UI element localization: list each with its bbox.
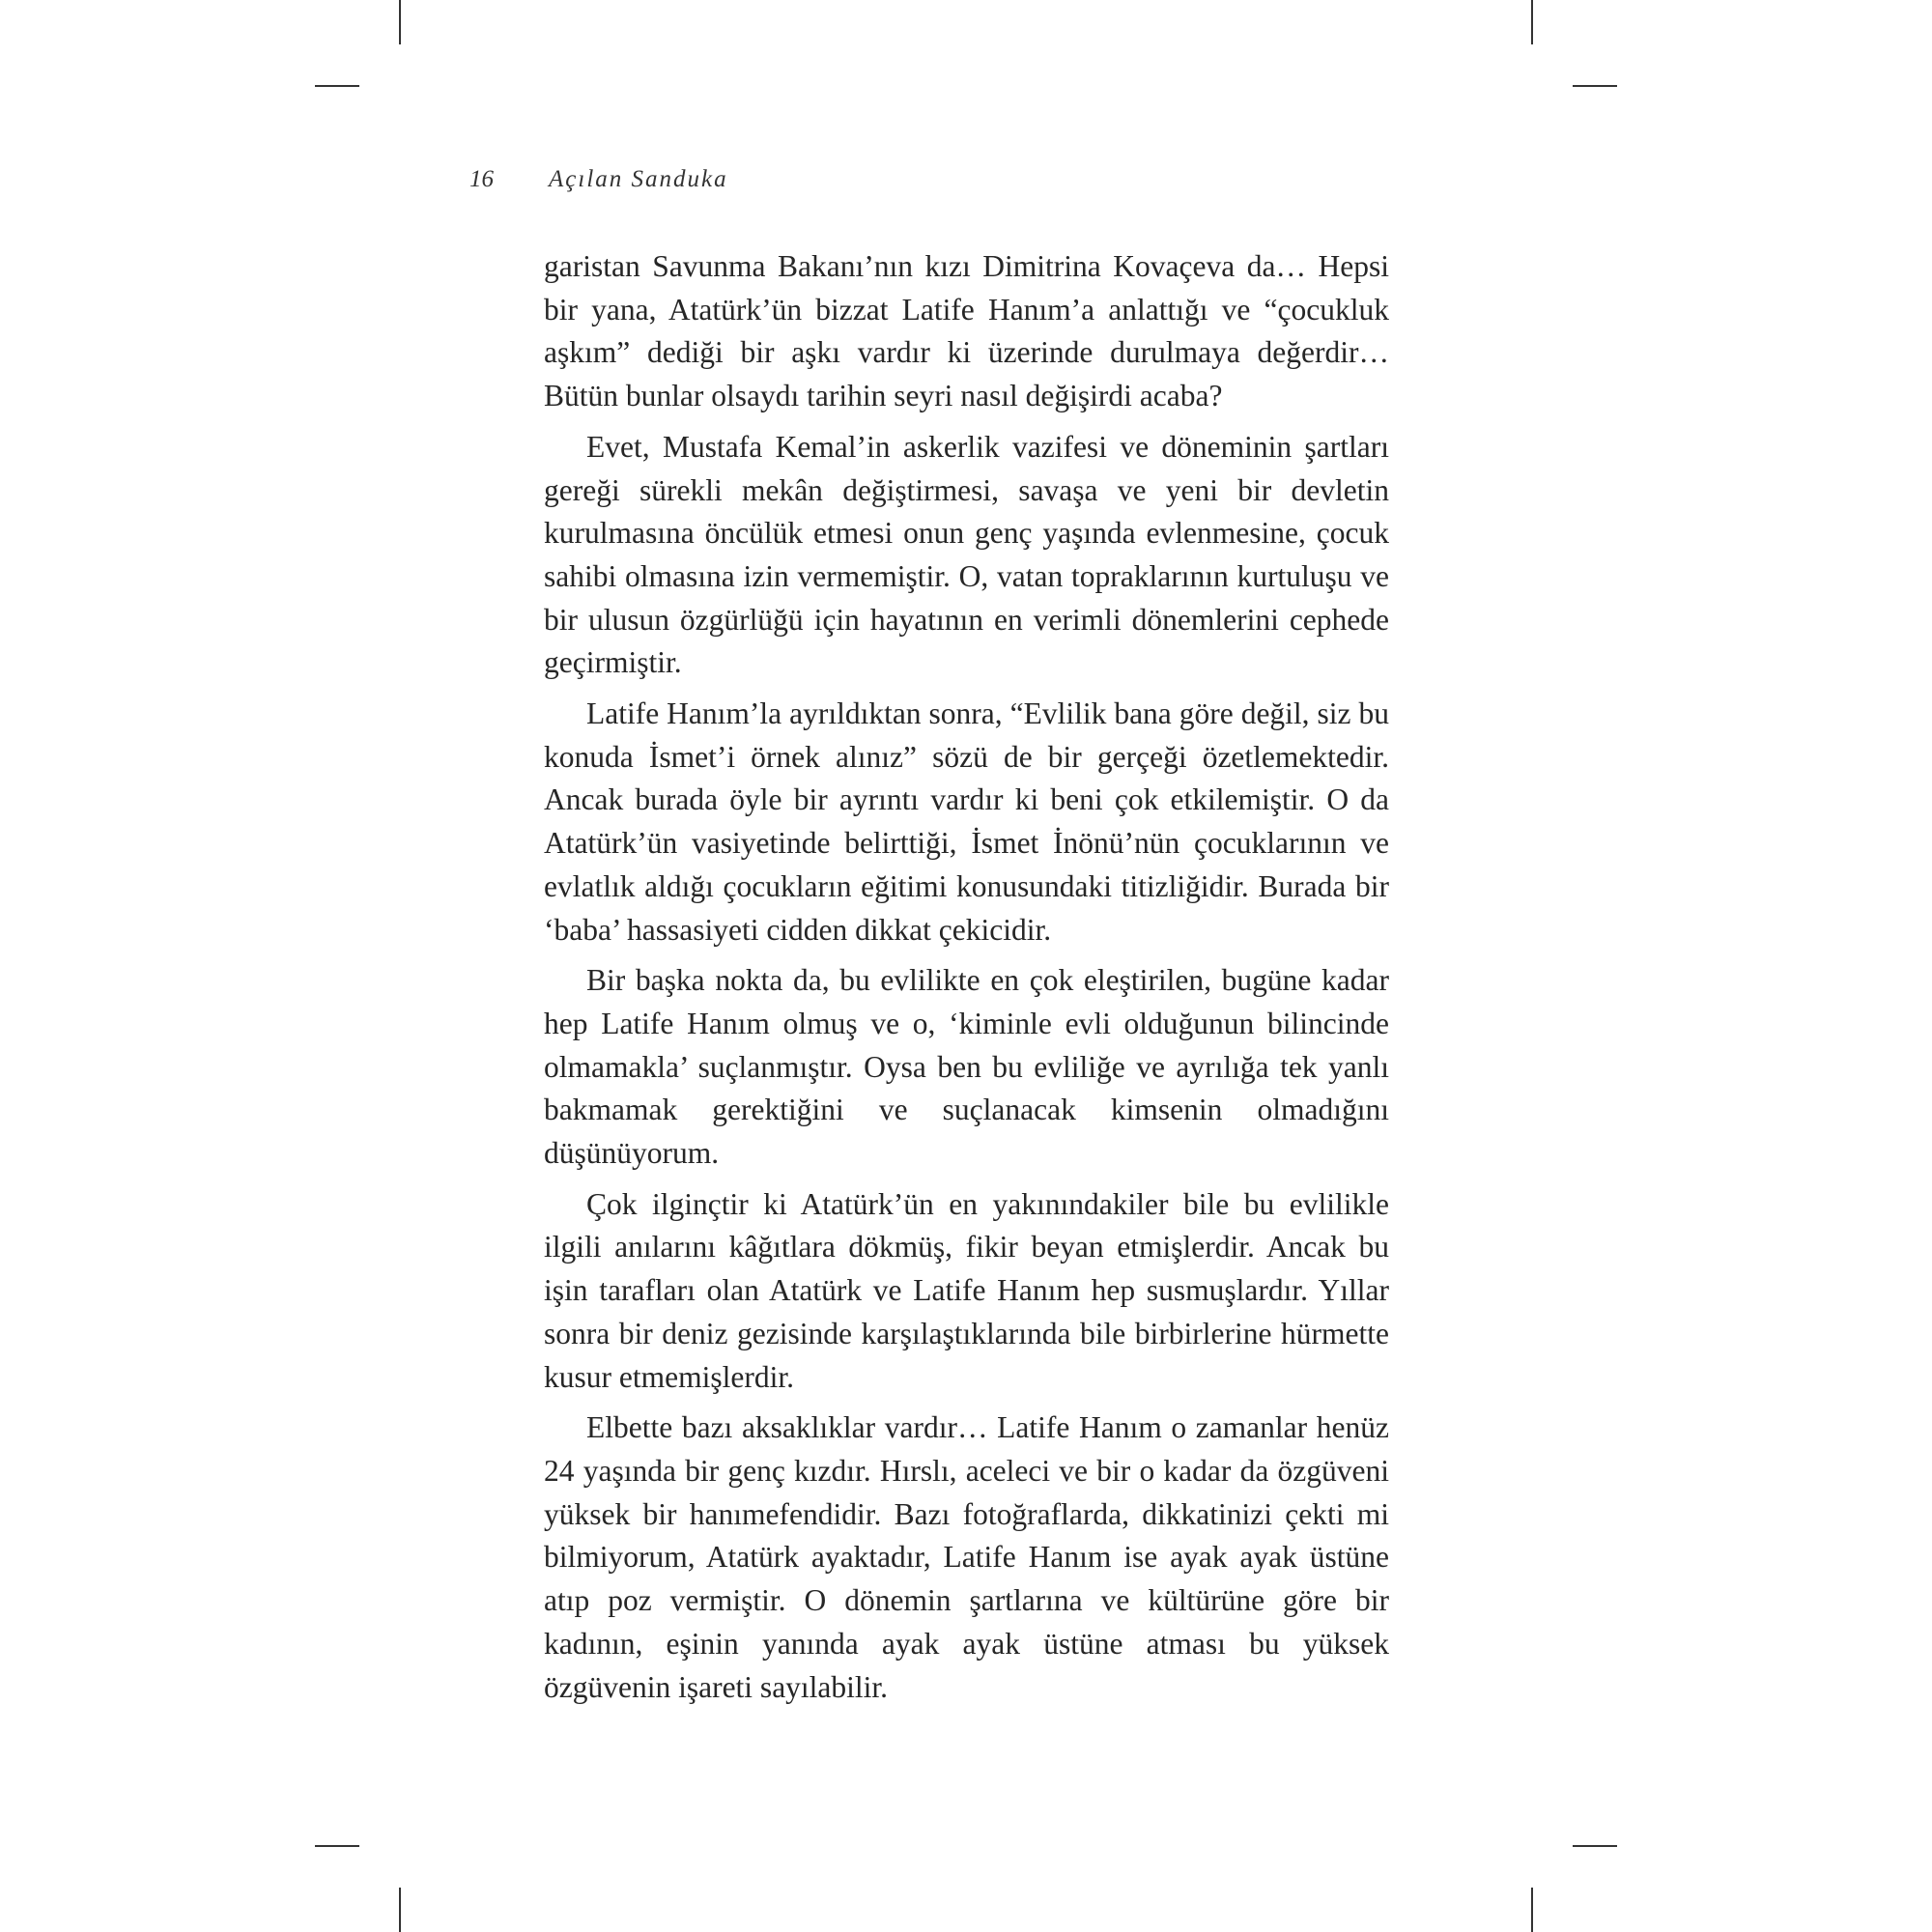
crop-mark-right-top [1573, 85, 1617, 87]
body-text [544, 245, 1389, 1717]
crop-mark-top-right [1531, 0, 1533, 44]
paragraph-5: Çok ilginçtir ki Atatürk’ün en yakınındakiler bile bu evlilikle ilgili anılarını kâğıtlara dökmüş, fikir beyan etmişlerdir. Ancak bu işin tarafları olan Atatürk ve Latife Hanım hep susmuşlardır. Yıllar sonra bir deniz gezisinde karşılaştıklarında bile birbirlerine hürmette kusur etmemişlerdir. [544, 1186, 1389, 1394]
crop-mark-top-left [399, 0, 401, 44]
running-head [469, 166, 728, 193]
page-number: 16 [469, 166, 494, 192]
crop-mark-left-top [315, 85, 359, 87]
paragraph-4: Bir başka nokta da, bu evlilikte en çok eleştirilen, bugüne kadar hep Latife Hanım olmuş ve o, ‘kiminle evli olduğunun bilincinde olmamakla’ suçlanmıştır. Oysa ben bu evliliğe ve ayrılığa tek yanlı bakmamak gerektiğini ve suçlanacak kimsenin olmadığını düşünüyorum. [544, 963, 1389, 1171]
crop-mark-bottom-left [399, 1888, 401, 1932]
crop-mark-right-bottom [1573, 1845, 1617, 1847]
paragraph-2: Evet, Mustafa Kemal’in askerlik vazifesi ve döneminin şartları gereği sürekli mekân değiştirmesi, savaşa ve yeni bir devletin kurulmasına öncülük etmesi onun genç yaşında evlenmesine, çocuk sahibi olmasına izin vermemiştir. O, vatan topraklarının kurtuluşu ve bir ulusun özgürlüğü için hayatının en verimli dönemlerini cephede geçirmiştir. [544, 429, 1389, 680]
crop-mark-bottom-right [1531, 1888, 1533, 1932]
paragraph-3: Latife Hanım’la ayrıldıktan sonra, “Evlilik bana göre değil, siz bu konuda İsmet’i örnek alınız” sözü de bir gerçeği özetlemektedir. Ancak burada öyle bir ayrıntı vardır ki beni çok etkilemiştir. O da Atatürk’ün vasiyetinde belirttiği, İsmet İnönü’nün çocuklarının ve evlatlık aldığı çocukların eğitimi konusundaki titizliğidir. Burada bir ‘baba’ hassasiyeti cidden dikkat çekicidir. [544, 696, 1389, 947]
paragraph-1: garistan Savunma Bakanı’nın kızı Dimitrina Kovaçeva da… Hepsi bir yana, Atatürk’ün bizzat Latife Hanım’a anlattığı ve “çocukluk aşkım” dediği bir aşkı vardır ki üzerinde durulmaya değerdir… Bütün bunlar olsaydı tarihin seyri nasıl değişirdi acaba? [544, 249, 1389, 413]
paragraph-6: Elbette bazı aksaklıklar vardır… Latife Hanım o zamanlar henüz 24 yaşında bir genç kızdır. Hırslı, aceleci ve bir o kadar da özgüveni yüksek bir hanımefendidir. Bazı fotoğraflarda, dikkatinizi çekti mi bilmiyorum, Atatürk ayaktadır, Latife Hanım ise ayak ayak üstüne atıp poz vermiştir. O dönemin şartlarına ve kültürüne göre bir kadının, eşinin yanında ayak ayak üstüne atması bu yüksek özgüvenin işareti sayılabilir. [544, 1410, 1389, 1704]
book-title: Açılan Sanduka [549, 166, 728, 192]
crop-mark-left-bottom [315, 1845, 359, 1847]
